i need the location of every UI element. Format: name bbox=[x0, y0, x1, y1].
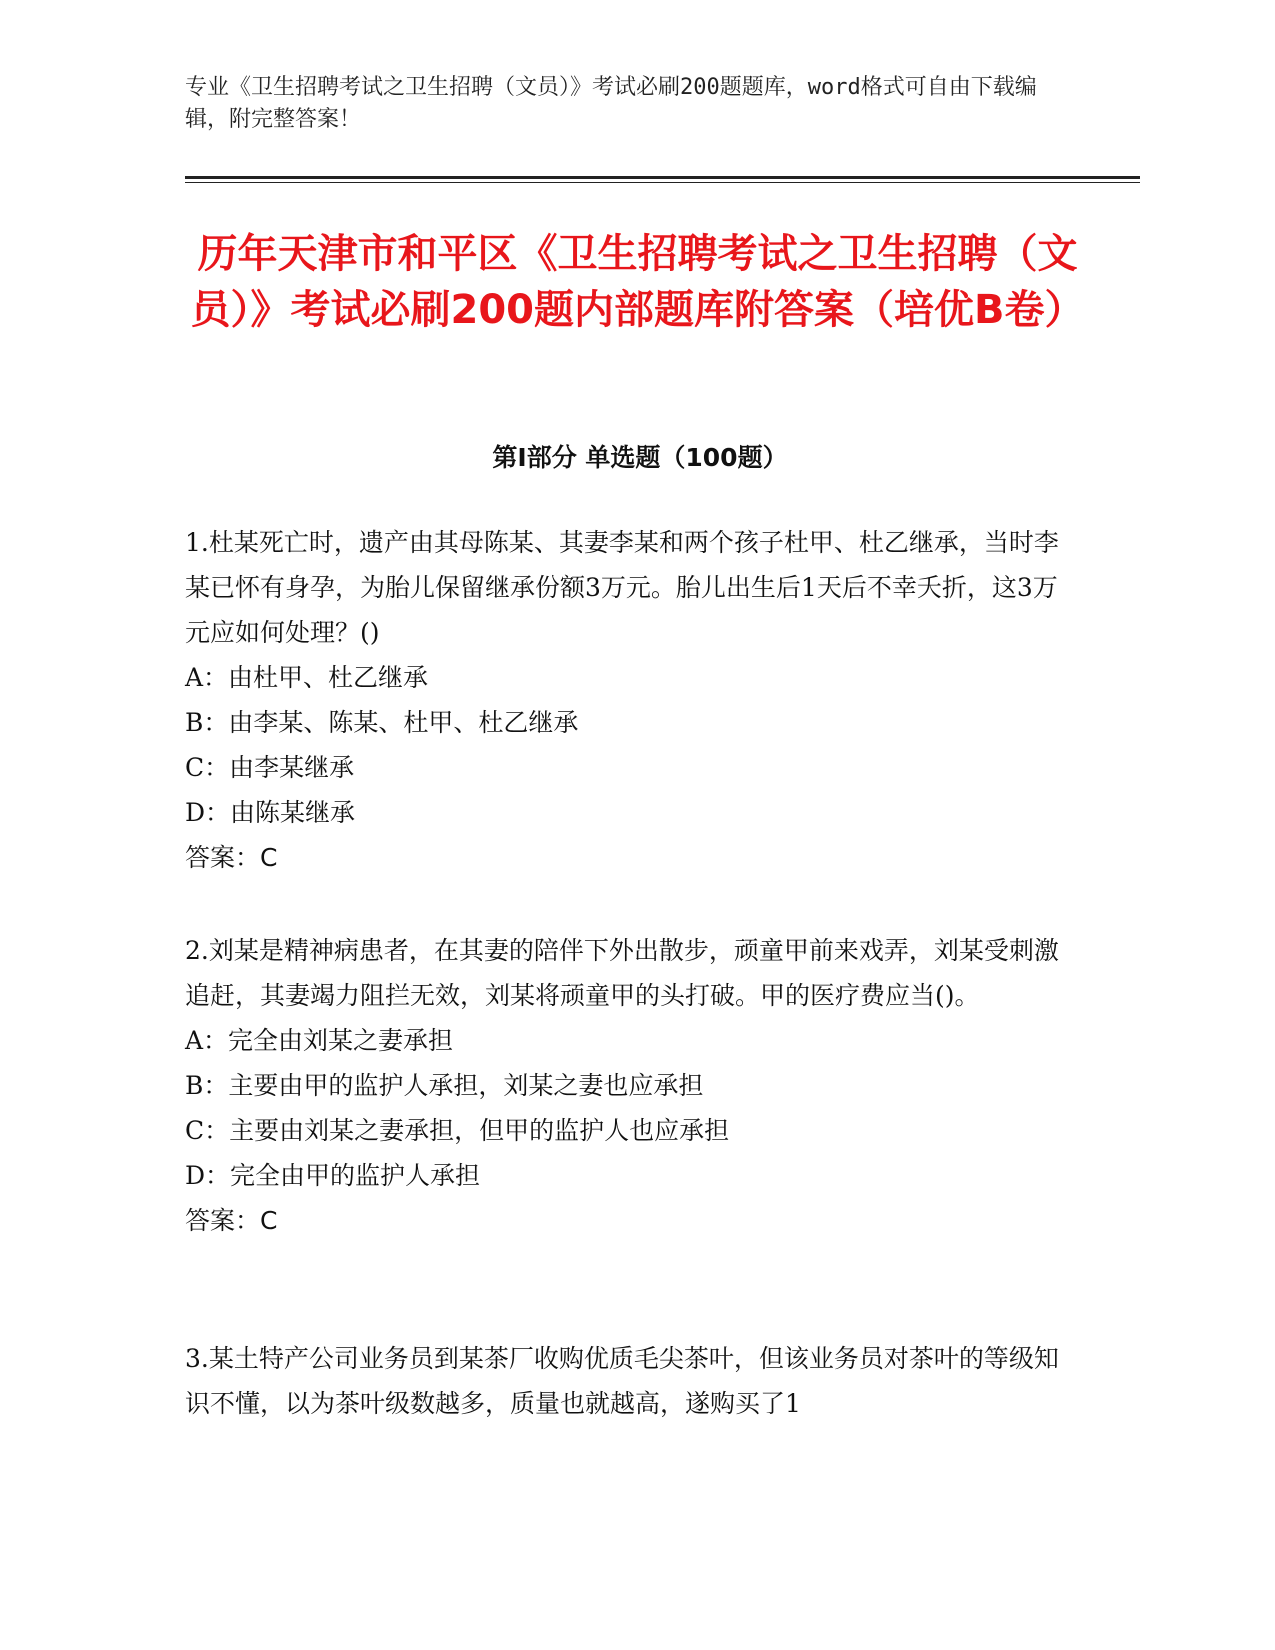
question-3 bbox=[185, 1336, 1065, 1426]
question-stem: 2.刘某是精神病患者，在其妻的陪伴下外出散步，顽童甲前来戏弄，刘某受刺激追赶，其妻竭力阻拦无效，刘某将顽童甲的头打破。甲的医疗费应当()。 bbox=[185, 936, 1059, 1010]
question-stem: 3.某土特产公司业务员到某茶厂收购优质毛尖茶叶，但该业务员对茶叶的等级知识不懂，以为茶叶级数越多，质量也就越高，遂购买了1 bbox=[185, 1344, 1059, 1418]
header-note: 专业《卫生招聘考试之卫生招聘（文员）》考试必刷200题题库，word格式可自由下载编辑，附完整答案！ bbox=[185, 75, 1037, 132]
header-rule-thin bbox=[185, 182, 1140, 183]
option-c: C：由李某继承 bbox=[185, 753, 355, 782]
question-stem: 1.杜某死亡时，遗产由其母陈某、其妻李某和两个孩子杜甲、杜乙继承，当时李某已怀有身孕，为胎儿保留继承份额3万元。胎儿出生后1天后不幸夭折，这3万元应如何处理？() bbox=[185, 528, 1059, 647]
answer-line: 答案：C bbox=[185, 1206, 278, 1235]
document-title: 历年天津市和平区《卫生招聘考试之卫生招聘（文员）》考试必刷200题内部题库附答案（培优B卷） bbox=[190, 231, 1085, 333]
answer-line: 答案：C bbox=[185, 843, 278, 872]
question-2 bbox=[185, 928, 1065, 1243]
question-1 bbox=[185, 520, 1065, 880]
option-b: B：由李某、陈某、杜甲、杜乙继承 bbox=[185, 708, 579, 737]
option-c: C：主要由刘某之妻承担，但甲的监护人也应承担 bbox=[185, 1116, 730, 1145]
option-a: A：由杜甲、杜乙继承 bbox=[185, 663, 429, 692]
option-d: D：由陈某继承 bbox=[185, 798, 356, 827]
option-b: B：主要由甲的监护人承担，刘某之妻也应承担 bbox=[185, 1071, 704, 1100]
option-d: D：完全由甲的监护人承担 bbox=[185, 1161, 481, 1190]
option-a: A：完全由刘某之妻承担 bbox=[185, 1026, 454, 1055]
section-title: 第Ⅰ部分 单选题（100题） bbox=[492, 443, 788, 472]
header-rule-thick bbox=[185, 176, 1140, 179]
